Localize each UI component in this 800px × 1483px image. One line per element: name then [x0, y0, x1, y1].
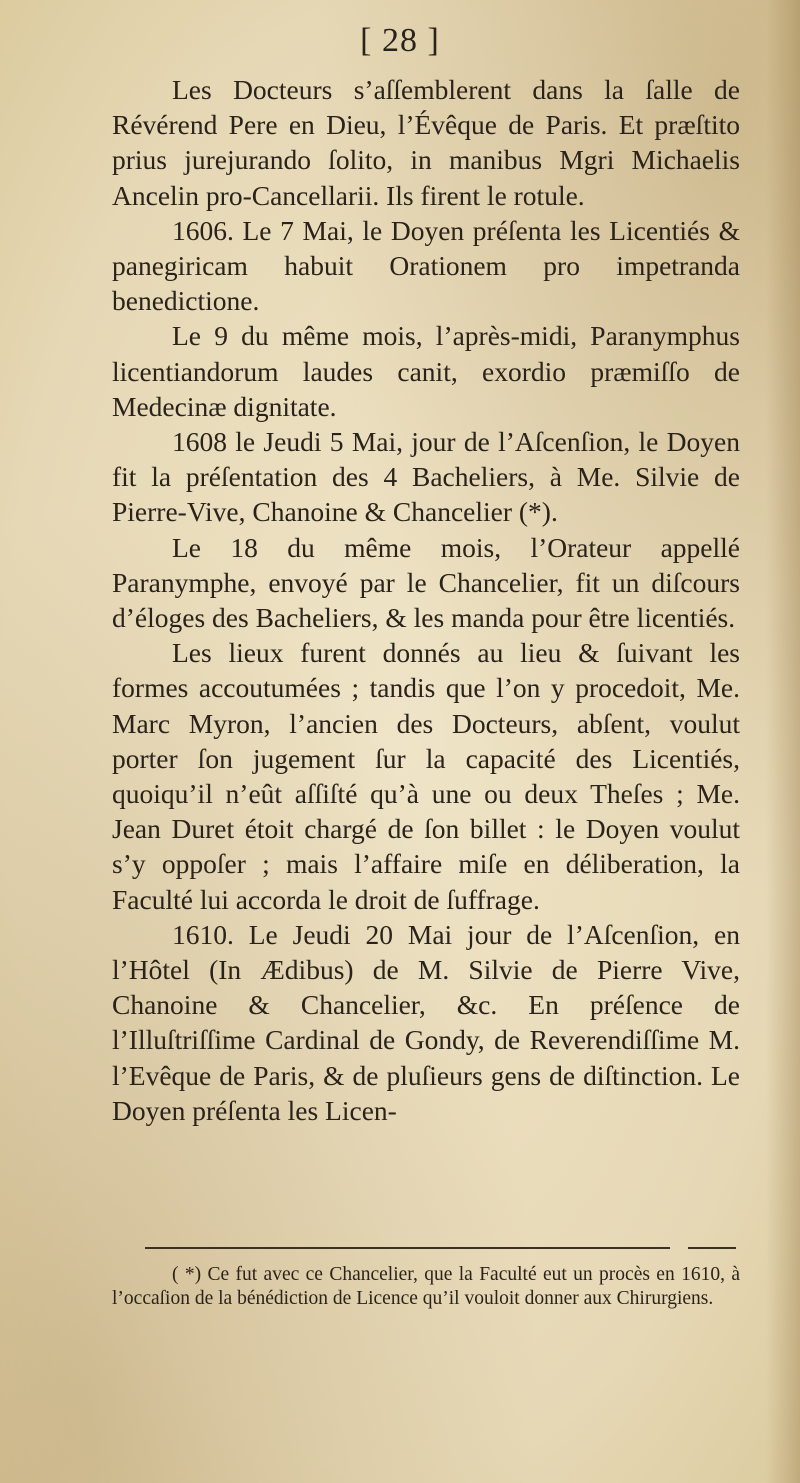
paragraph-18-mai: Le 18 du même mois, l’Orateur appellé Paranymphe, envoyé par le Chancelier, fit un diſcours d’éloges des Bacheliers, & les manda pour être licentiés. [112, 531, 740, 634]
main-text [112, 72, 740, 1128]
page-edge-shadow [766, 0, 800, 1483]
paragraph-lieux: Les lieux furent donnés au lieu & ſuivant les formes accoutumées ; tandis que l’on y procedoit, Me. Marc Myron, l’ancien des Docteurs, abſent, voulut porter ſon jugement ſur la capacité des Licentiés, quoiqu’il n’eût aſſiſté qu’à une ou deux Theſes ; Me. Jean Duret étoit chargé de ſon billet : le Doyen voulut s’y oppoſer ; mais l’affaire miſe en déliberation, la Faculté lui accorda le droit de ſuffrage. [112, 637, 740, 915]
paragraph-paranymphus: Le 9 du même mois, l’après-midi, Paranymphus licentiandorum laudes canit, exordio præmiſſo de Medecinæ dignitate. [112, 320, 740, 422]
footnote-rule [145, 1247, 670, 1249]
footnote-rule-short [688, 1247, 736, 1249]
paragraph-1: Les Docteurs s’aſſemblerent dans la ſalle de Révérend Pere en Dieu, l’Évêque de Paris. Et præſtito prius jurejurando ſolito, in manibus Mgri Michaelis Ancelin pro-Cancellarii. Ils firent le rotule. [112, 74, 740, 211]
page-number: [ 28 ] [360, 22, 440, 59]
footnote [112, 1263, 740, 1311]
paragraph-1606: 1606. Le 7 Mai, le Doyen préſenta les Licentiés & panegiricam habuit Orationem pro impetranda benedictione. [112, 214, 740, 317]
paragraph-1610: 1610. Le Jeudi 20 Mai jour de l’Aſcenſion, en l’Hôtel (In Ædibus) de M. Silvie de Pierre Vive, Chanoine & Chancelier, &c. En préſence de l’Illuſtriſſime Cardinal de Gondy, de Reverendiſſime M. l’Evêque de Paris, & de pluſieurs gens de diſtinction. Le Doyen préſenta les Licen- [112, 918, 740, 1126]
paragraph-1608: 1608 le Jeudi 5 Mai, jour de l’Aſcenſion, le Doyen fit la préſentation des 4 Bacheliers, à Me. Silvie de Pierre-Vive, Chanoine & Chancelier (*). [112, 426, 740, 528]
footnote-text: ( *) Ce fut avec ce Chancelier, que la Faculté eut un procès en 1610, à l’occaſion de la bénédiction de Licence qu’il vouloit donner aux Chirurgiens. [112, 1264, 740, 1309]
